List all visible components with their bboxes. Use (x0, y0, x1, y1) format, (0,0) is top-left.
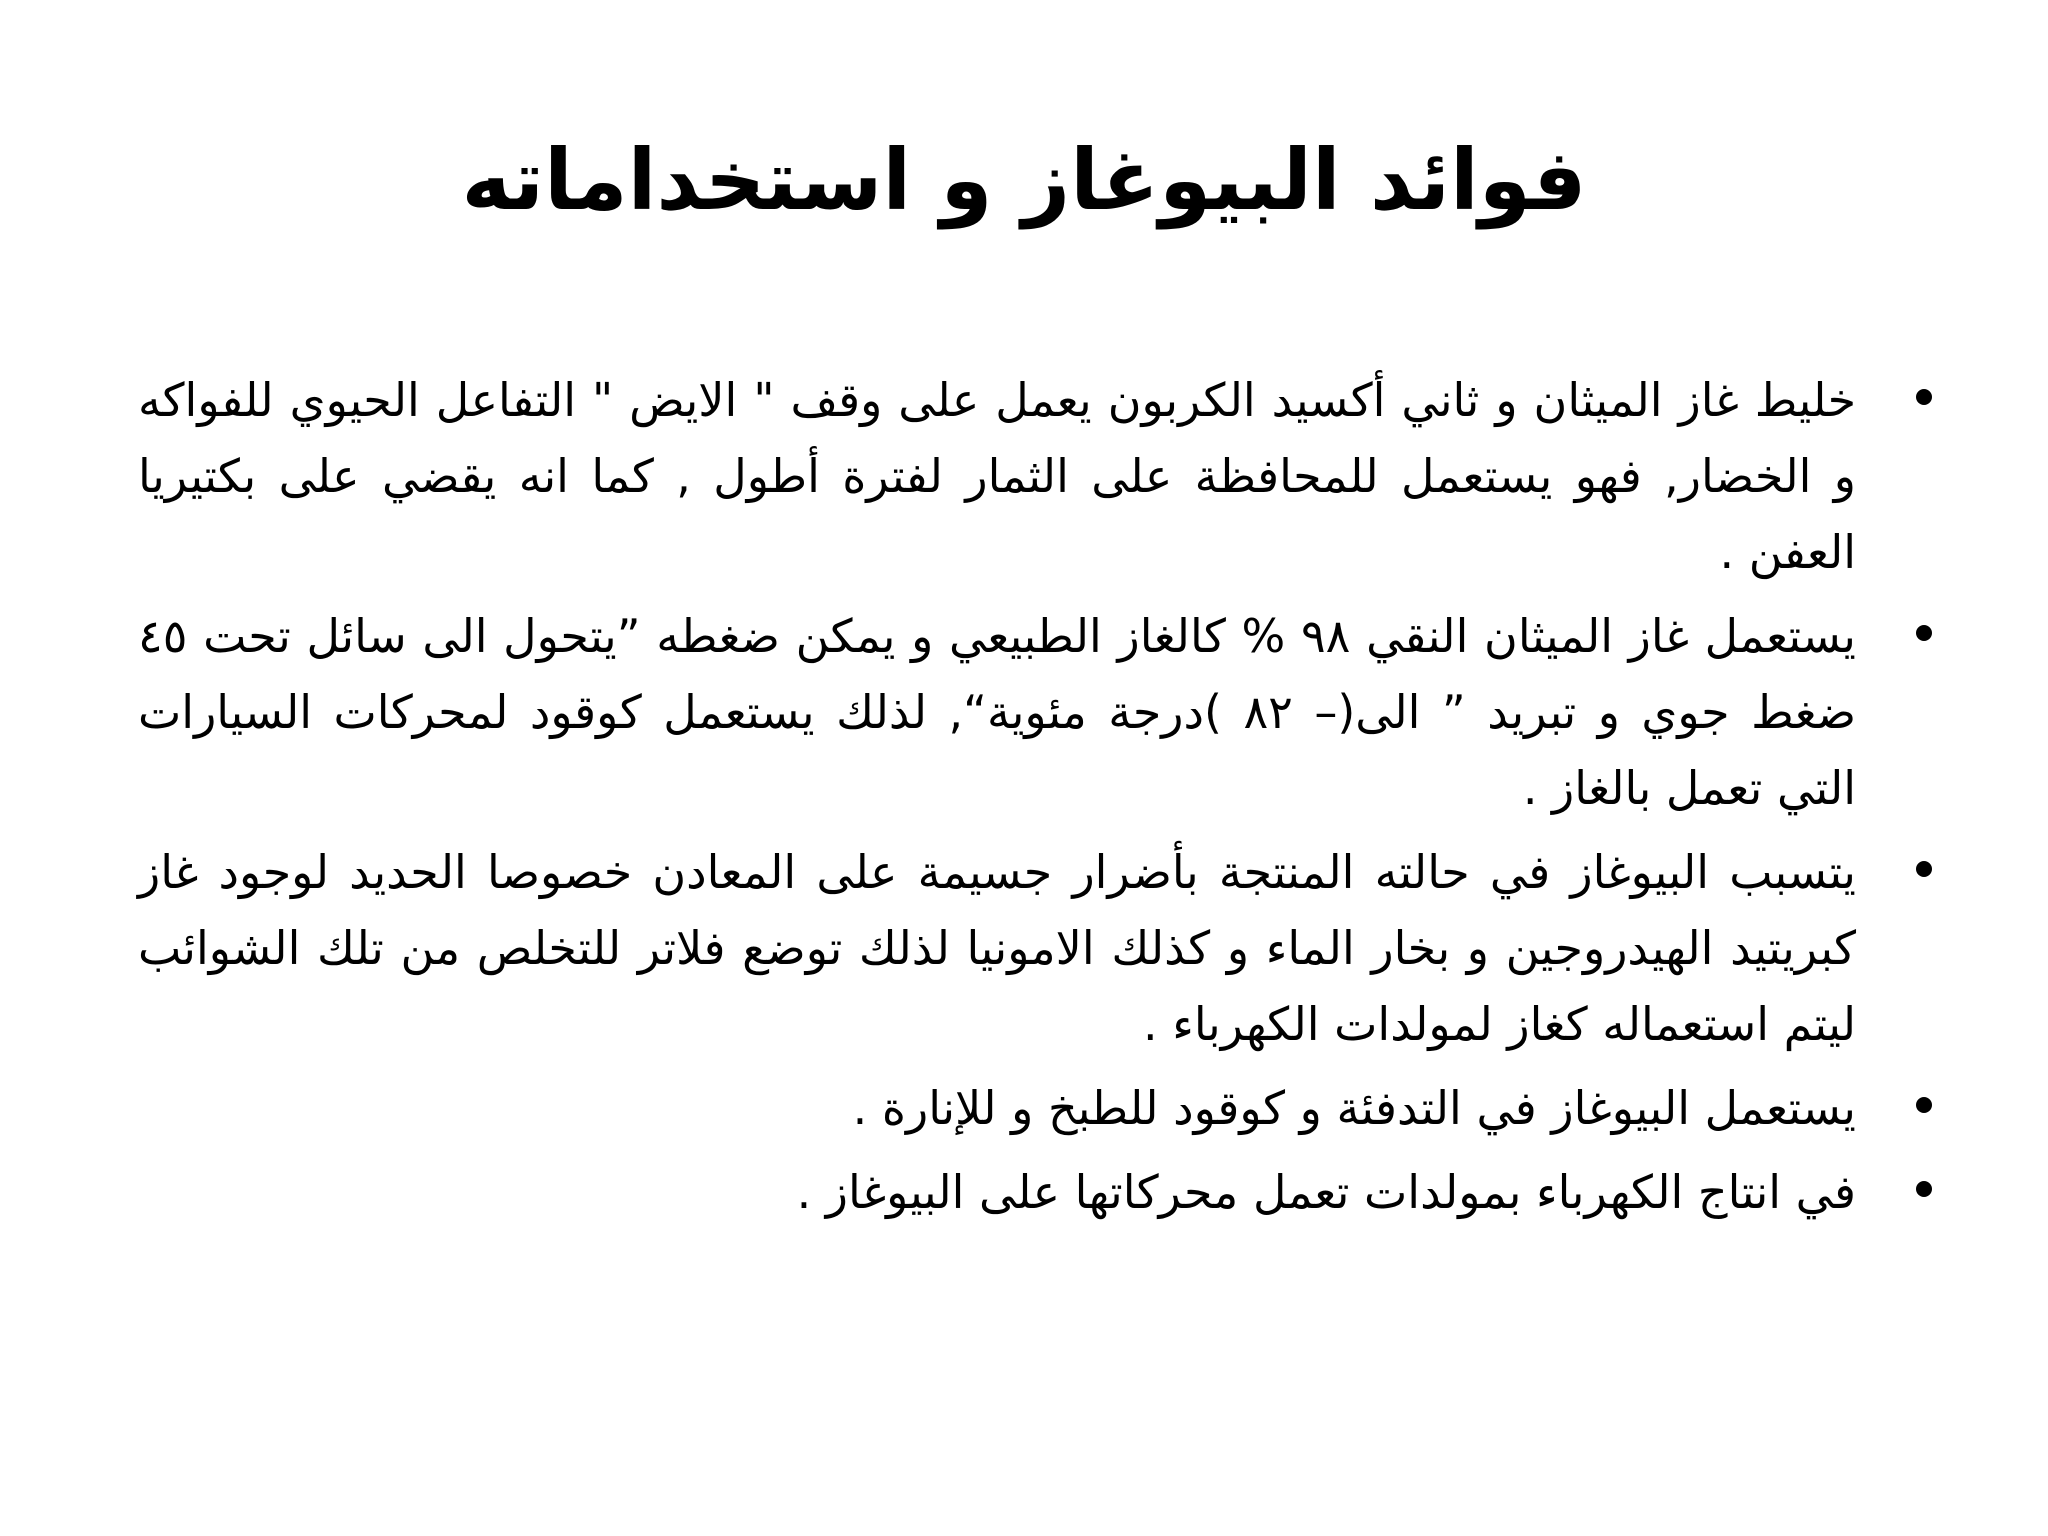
bullet-text: في انتاج الكهرباء بمولدات تعمل محركاتها على البيوغاز . (796, 1165, 1856, 1219)
bullet-dot-icon (1916, 1097, 1932, 1113)
bullet-dot-icon (1916, 861, 1932, 877)
bullet-dot-icon (1916, 1181, 1932, 1197)
bullet-dot-icon (1916, 625, 1932, 641)
bullet-item (138, 1070, 1938, 1146)
bullet-text: خليط غاز الميثان و ثاني أكسيد الكربون يعمل على وقف " الايض " التفاعل الحيوي للفواكه و الخضار, فهو يستعمل للمحافظة على الثمار لفترة أطول , كما انه يقضي على بكتيريا العفن . (138, 373, 1856, 579)
bullet-text: يستعمل غاز الميثان النقي ٩٨ % كالغاز الطبيعي و يمكن ضغطه ”يتحول الى سائل تحت ٤٥ ضغط جوي و تبريد ” الى(– ٨٢ )درجة مئوية“, لذلك يستعمل كوقود لمحركات السيارات التي تعمل بالغاز . (138, 609, 1857, 815)
bullet-text: يستعمل البيوغاز في التدفئة و كوقود للطبخ و للإنارة . (852, 1081, 1856, 1135)
bullet-item (138, 834, 1938, 1062)
slide-title: فوائد البيوغاز و استخداماته (461, 131, 1587, 229)
bullet-list (138, 362, 1938, 1238)
bullet-text: يتسبب البيوغاز في حالته المنتجة بأضرار جسيمة على المعادن خصوصا الحديد لوجود غاز كبريتيد الهيدروجين و بخار الماء و كذلك الامونيا لذلك توضع فلاتر للتخلص من تلك الشوائب ليتم استعماله كغاز لمولدات الكهرباء . (138, 845, 1856, 1051)
bullet-item (138, 362, 1938, 590)
bullet-item (138, 598, 1938, 826)
bullet-item (138, 1154, 1938, 1230)
bullet-dot-icon (1916, 389, 1932, 405)
